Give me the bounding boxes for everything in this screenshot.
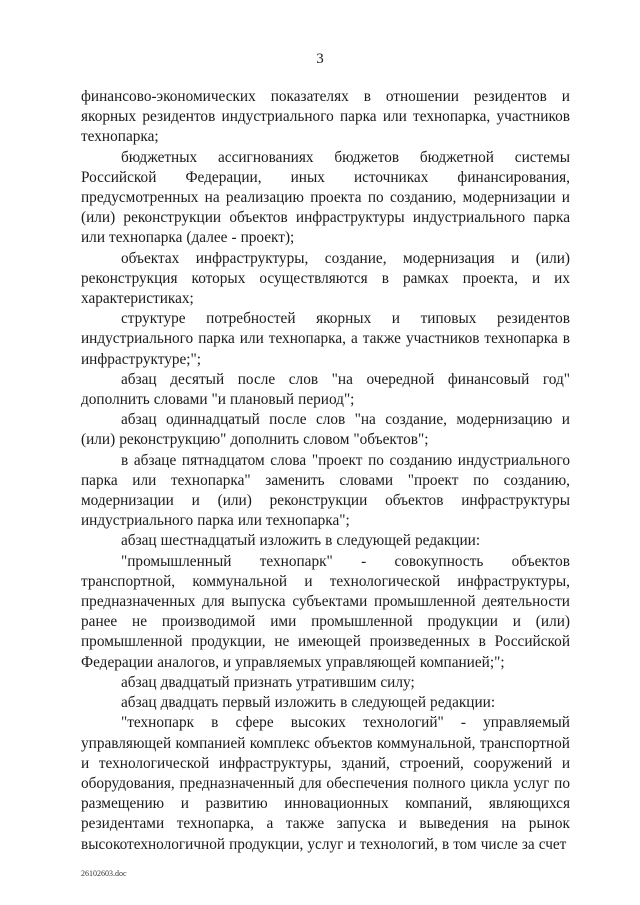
document-footer-filename: 26102603.doc <box>81 869 127 878</box>
paragraph: в абзаце пятнадцатом слова "проект по созданию индустриального парка или технопарка" заменить словами "проект по созданию, модернизации и (или) реконструкции объектов инфраструктуры индустриального парка или технопарка"; <box>81 451 570 530</box>
page-number: 3 <box>316 51 324 67</box>
paragraph: объектах инфраструктуры, создание, модернизация и (или) реконструкция которых осуществляются в рамках проекта, и их характеристиках; <box>81 249 570 308</box>
document-body <box>81 87 570 855</box>
paragraph: бюджетных ассигнованиях бюджетов бюджетной системы Российской Федерации, иных источниках финансирования, предусмотренных на реализацию проекта по созданию, модернизации и (или) реконструкции объектов инфраструктуры индустриального парка или технопарка (далее - проект); <box>81 148 570 247</box>
paragraph: абзац шестнадцатый изложить в следующей редакции: <box>121 532 481 550</box>
paragraph: "технопарк в сфере высоких технологий" - управляемый управляющей компанией комплекс объектов коммунальной, транспортной и технологической инфраструктуры, зданий, строений, сооружений и оборудования, предназначенный для обеспечения полного цикла услуг по размещению и развитию инновационных компаний, являющихся резидентами технопарка, а также запуска и выведения на рынок высокотехнологичной продукции, услуг и технологий, в том числе за счет <box>81 714 570 853</box>
paragraph: структуре потребностей якорных и типовых резидентов индустриального парка или технопарка, а также участников технопарка в инфраструктуре;"; <box>81 310 570 368</box>
paragraph: финансово-экономических показателях в отношении резидентов и якорных резидентов индустриального парка или технопарка, участников технопарка; <box>81 88 570 146</box>
paragraph: абзац двадцать первый изложить в следующей редакции: <box>121 694 496 712</box>
paragraph: абзац одиннадцатый после слов "на создание, модернизацию и (или) реконструкцию" дополнить словом "объектов"; <box>81 411 570 449</box>
paragraph: абзац десятый после слов "на очередной финансовый год" дополнить словами "и плановый период"; <box>81 370 570 409</box>
paragraph: абзац двадцатый признать утратившим силу; <box>121 673 415 691</box>
paragraph: "промышленный технопарк" - совокупность объектов транспортной, коммунальной и технологической инфраструктуры, предназначенных для выпуска субъектами промышленной деятельности ранее не производимой ими промышленной продукции и (или) промышленной продукции, не имеющей произведенных в Российской Федерации аналогов, и управляемых управляющей компанией;"; <box>81 552 570 671</box>
